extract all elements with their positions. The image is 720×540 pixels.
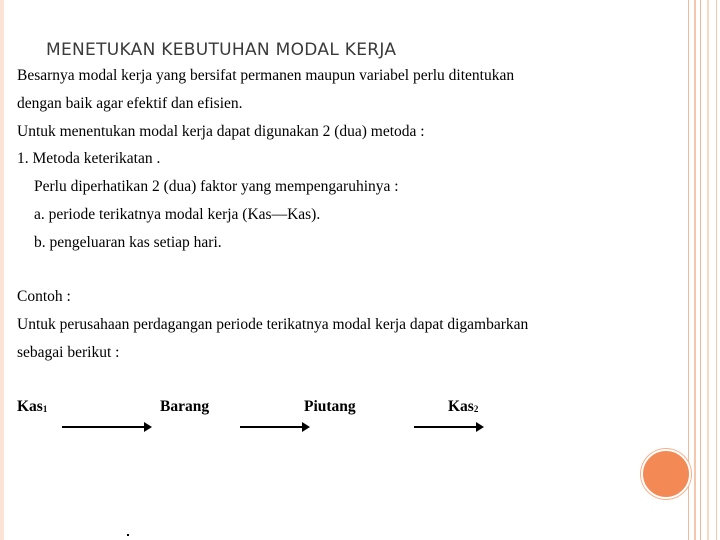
paragraph-line: Besarnya modal kerja yang bersifat permanen maupun variabel perlu ditentukan (17, 67, 515, 84)
flow-node-kas2 (448, 398, 478, 418)
right-border-line (694, 0, 696, 540)
left-border-decoration (0, 0, 4, 540)
right-border-line (716, 0, 717, 540)
flow-arrow-icon (62, 420, 152, 434)
paragraph-line: Untuk perusahaan perdagangan periode terikatnya modal kerja dapat digambarkan (17, 316, 529, 333)
slide-title: MENETUKAN KEBUTUHAN MODAL KERJA (46, 40, 397, 60)
flow-node-barang: Barang (160, 398, 210, 415)
right-border-line (688, 0, 689, 540)
flow-node-text: Kas (448, 398, 474, 415)
flow-node-subscript: 1 (42, 404, 48, 414)
right-border-line (700, 0, 701, 540)
flow-node-subscript: 2 (473, 404, 479, 414)
flow-arrow-icon (240, 420, 310, 434)
method-heading: 1. Metoda keterikatan . (17, 150, 161, 167)
right-border-line (707, 0, 709, 540)
decorative-circle (641, 449, 691, 499)
paragraph-line: Untuk menentukan modal kerja dapat digunakan 2 (dua) metoda : (17, 123, 425, 140)
flow-node-text: Kas (17, 398, 43, 415)
flow-node-kas1 (17, 398, 47, 418)
list-item: a. periode terikatnya modal kerja (Kas—Kas). (34, 206, 321, 223)
flow-node-piutang: Piutang (304, 398, 356, 415)
example-label: Contoh : (17, 288, 71, 305)
paragraph-line: dengan baik agar efektif dan efisien. (17, 95, 243, 112)
stray-dot (127, 534, 129, 536)
flow-arrow-icon (414, 420, 484, 434)
list-item: b. pengeluaran kas setiap hari. (34, 234, 222, 251)
paragraph-line: sebagai berikut : (17, 344, 120, 361)
paragraph-line: Perlu diperhatikan 2 (dua) faktor yang mempengaruhinya : (34, 178, 399, 195)
